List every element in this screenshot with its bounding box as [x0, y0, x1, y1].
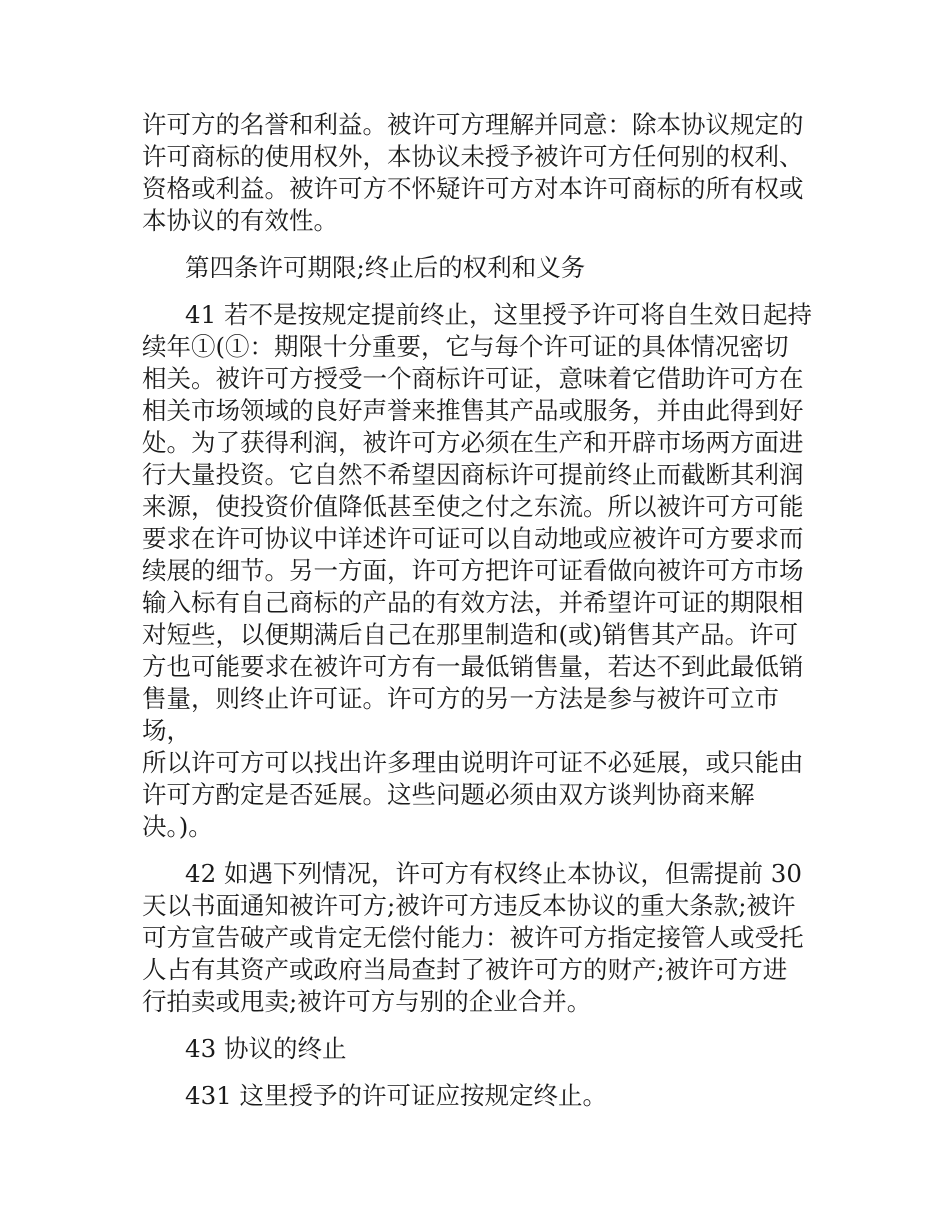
paragraph-clause-41: 41 若不是按规定提前终止，这里授予许可将自生效日起持 续年①(①：期限十分重要，它与每个许可证的具体情况密切 相关。被许可方授受一个商标许可证，意味着它借助许可方在 相关市场领域的良好声誉来推售其产品或服务，并由此得到好 处。为了获得利润，被许可方必须在生产和开辟市场两方面进 行大量投资。它自然不希望因商标许可提前终止而截断其利润 来源，使投资价值降低甚至使之付之东流。所以被许可方可能 要求在许可协议中详述许可证可以自动地或应被许可方要求而 续展的细节。另一方面，许可方把许可证看做向被许可方市场 输入标有自己商标的产品的有效方法，并希望许可证的期限相 对短些，以便期满后自己在那里制造和(或)销售其产品。许可 方也可能要求在被许可方有一最低销售量，若达不到此最低销 售量，则终止许可证。许可方的另一方法是参与被许可立市场， 所以许可方可以找出许多理由说明许可证不必延展，或只能由 许可方酌定是否延展。这些问题必须由双方谈判协商来解 决。)。 [142, 300, 812, 841]
paragraph-clause-431: 431 这里授予的许可证应按规定终止。 [185, 1081, 608, 1110]
paragraph-clause-42: 42 如遇下列情况，许可方有权终止本协议，但需提前 30 天以书面通知被许可方;被许可方违反本协议的重大条款;被许 可方宣告破产或肯定无偿付能力：被许可方指定接管人或受托 人占有其资产或政府当局查封了被许可方的财产;被许可方进 行拍卖或甩卖;被许可方与别的企业合并。 [142, 859, 804, 1016]
subheading-clause-43: 43 协议的终止 [185, 1034, 347, 1063]
paragraph-trademark-rights: 许可方的名誉和利益。被许可方理解并同意：除本协议规定的 许可商标的使用权外，本协议未授予被许可方任何别的权利、 资格或利益。被许可方不怀疑许可方对本许可商标的所有权或 本协议的有效性。 [142, 110, 804, 235]
document-page [142, 109, 826, 1127]
section-heading-article-4: 第四条许可期限;终止后的权利和义务 [185, 253, 586, 282]
